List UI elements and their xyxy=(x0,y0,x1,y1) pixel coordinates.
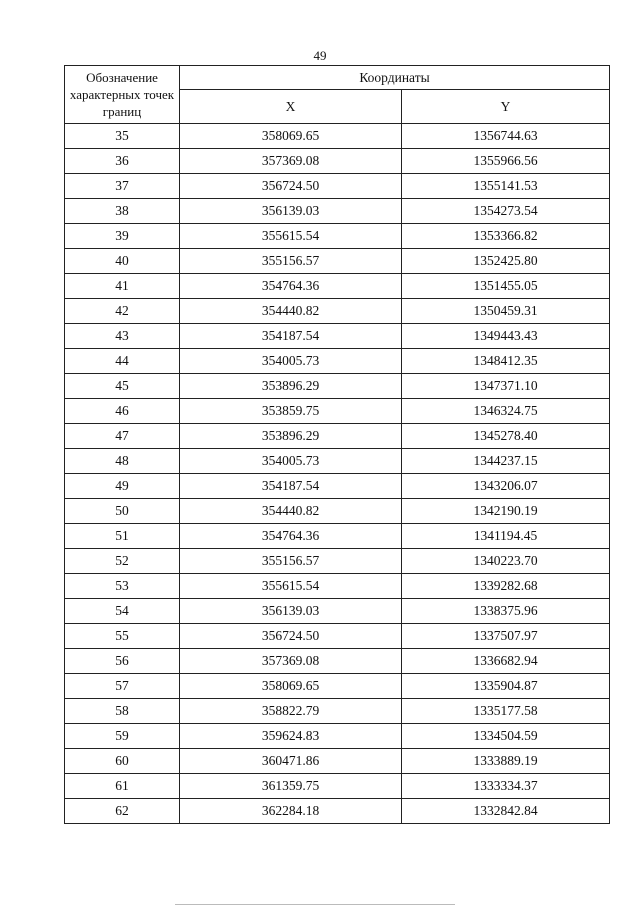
point-cell: 58 xyxy=(65,699,180,724)
point-cell: 47 xyxy=(65,424,180,449)
table-row xyxy=(65,224,610,249)
y-coordinate-cell: 1355141.53 xyxy=(402,174,610,199)
x-coordinate-cell: 362284.18 xyxy=(180,799,402,824)
y-coordinate-cell: 1350459.31 xyxy=(402,299,610,324)
x-coordinate-cell: 356139.03 xyxy=(180,599,402,624)
y-coordinate-cell: 1356744.63 xyxy=(402,124,610,149)
table-row xyxy=(65,524,610,549)
y-coordinate-cell: 1348412.35 xyxy=(402,349,610,374)
table-row xyxy=(65,499,610,524)
x-coordinate-cell: 354440.82 xyxy=(180,299,402,324)
y-coordinate-cell: 1355966.56 xyxy=(402,149,610,174)
point-cell: 35 xyxy=(65,124,180,149)
table-row xyxy=(65,474,610,499)
table-row xyxy=(65,199,610,224)
point-cell: 42 xyxy=(65,299,180,324)
x-coordinate-cell: 360471.86 xyxy=(180,749,402,774)
y-coordinate-cell: 1342190.19 xyxy=(402,499,610,524)
y-coordinate-cell: 1346324.75 xyxy=(402,399,610,424)
x-column-header: X xyxy=(180,90,402,124)
x-coordinate-cell: 359624.83 xyxy=(180,724,402,749)
x-coordinate-cell: 358822.79 xyxy=(180,699,402,724)
point-cell: 60 xyxy=(65,749,180,774)
point-cell: 59 xyxy=(65,724,180,749)
x-coordinate-cell: 355156.57 xyxy=(180,249,402,274)
y-coordinate-cell: 1347371.10 xyxy=(402,374,610,399)
table-row xyxy=(65,699,610,724)
coordinates-table xyxy=(64,65,610,824)
x-coordinate-cell: 354764.36 xyxy=(180,274,402,299)
x-coordinate-cell: 356724.50 xyxy=(180,624,402,649)
x-coordinate-cell: 354187.54 xyxy=(180,324,402,349)
table-row xyxy=(65,574,610,599)
table-row xyxy=(65,449,610,474)
point-cell: 54 xyxy=(65,599,180,624)
point-cell: 49 xyxy=(65,474,180,499)
x-coordinate-cell: 356139.03 xyxy=(180,199,402,224)
x-coordinate-cell: 354187.54 xyxy=(180,474,402,499)
point-cell: 36 xyxy=(65,149,180,174)
table-row xyxy=(65,149,610,174)
point-cell: 41 xyxy=(65,274,180,299)
y-coordinate-cell: 1352425.80 xyxy=(402,249,610,274)
point-cell: 53 xyxy=(65,574,180,599)
page-number: 49 xyxy=(313,48,327,63)
table-row xyxy=(65,174,610,199)
table-row xyxy=(65,349,610,374)
y-coordinate-cell: 1337507.97 xyxy=(402,624,610,649)
y-coordinate-cell: 1349443.43 xyxy=(402,324,610,349)
y-coordinate-cell: 1336682.94 xyxy=(402,649,610,674)
y-column-header: Y xyxy=(402,90,610,124)
x-coordinate-cell: 354764.36 xyxy=(180,524,402,549)
y-coordinate-cell: 1345278.40 xyxy=(402,424,610,449)
x-coordinate-cell: 358069.65 xyxy=(180,674,402,699)
x-coordinate-cell: 354005.73 xyxy=(180,349,402,374)
x-coordinate-cell: 357369.08 xyxy=(180,649,402,674)
y-coordinate-cell: 1334504.59 xyxy=(402,724,610,749)
table-row xyxy=(65,299,610,324)
point-cell: 39 xyxy=(65,224,180,249)
y-coordinate-cell: 1338375.96 xyxy=(402,599,610,624)
point-cell: 56 xyxy=(65,649,180,674)
table-row xyxy=(65,324,610,349)
point-cell: 51 xyxy=(65,524,180,549)
table-row xyxy=(65,724,610,749)
x-coordinate-cell: 355615.54 xyxy=(180,224,402,249)
table-row xyxy=(65,799,610,824)
point-cell: 38 xyxy=(65,199,180,224)
point-cell: 40 xyxy=(65,249,180,274)
y-coordinate-cell: 1335177.58 xyxy=(402,699,610,724)
point-cell: 52 xyxy=(65,549,180,574)
y-coordinate-cell: 1340223.70 xyxy=(402,549,610,574)
table-row xyxy=(65,399,610,424)
y-coordinate-cell: 1333334.37 xyxy=(402,774,610,799)
y-coordinate-cell: 1351455.05 xyxy=(402,274,610,299)
point-cell: 61 xyxy=(65,774,180,799)
table-row xyxy=(65,549,610,574)
table-row xyxy=(65,624,610,649)
table-row xyxy=(65,124,610,149)
y-coordinate-cell: 1344237.15 xyxy=(402,449,610,474)
table-row xyxy=(65,774,610,799)
point-cell: 50 xyxy=(65,499,180,524)
table-row xyxy=(65,424,610,449)
coordinates-header: Координаты xyxy=(180,66,610,90)
y-coordinate-cell: 1354273.54 xyxy=(402,199,610,224)
y-coordinate-cell: 1339282.68 xyxy=(402,574,610,599)
point-cell: 46 xyxy=(65,399,180,424)
table-row xyxy=(65,374,610,399)
point-cell: 43 xyxy=(65,324,180,349)
x-coordinate-cell: 353896.29 xyxy=(180,424,402,449)
point-designation-header: Обозначение характерных точек границ xyxy=(65,66,180,124)
x-coordinate-cell: 353896.29 xyxy=(180,374,402,399)
point-cell: 44 xyxy=(65,349,180,374)
table-row xyxy=(65,674,610,699)
y-coordinate-cell: 1333889.19 xyxy=(402,749,610,774)
y-coordinate-cell: 1332842.84 xyxy=(402,799,610,824)
point-cell: 62 xyxy=(65,799,180,824)
x-coordinate-cell: 355156.57 xyxy=(180,549,402,574)
point-cell: 48 xyxy=(65,449,180,474)
x-coordinate-cell: 353859.75 xyxy=(180,399,402,424)
point-cell: 57 xyxy=(65,674,180,699)
y-coordinate-cell: 1341194.45 xyxy=(402,524,610,549)
table-row xyxy=(65,749,610,774)
y-coordinate-cell: 1335904.87 xyxy=(402,674,610,699)
x-coordinate-cell: 354440.82 xyxy=(180,499,402,524)
table-row xyxy=(65,274,610,299)
table-row xyxy=(65,649,610,674)
x-coordinate-cell: 358069.65 xyxy=(180,124,402,149)
point-cell: 55 xyxy=(65,624,180,649)
x-coordinate-cell: 361359.75 xyxy=(180,774,402,799)
y-coordinate-cell: 1343206.07 xyxy=(402,474,610,499)
x-coordinate-cell: 357369.08 xyxy=(180,149,402,174)
x-coordinate-cell: 356724.50 xyxy=(180,174,402,199)
table-body xyxy=(65,124,610,824)
table-header xyxy=(65,66,610,124)
point-cell: 45 xyxy=(65,374,180,399)
x-coordinate-cell: 354005.73 xyxy=(180,449,402,474)
table-row xyxy=(65,599,610,624)
point-cell: 37 xyxy=(65,174,180,199)
table-row xyxy=(65,249,610,274)
x-coordinate-cell: 355615.54 xyxy=(180,574,402,599)
y-coordinate-cell: 1353366.82 xyxy=(402,224,610,249)
